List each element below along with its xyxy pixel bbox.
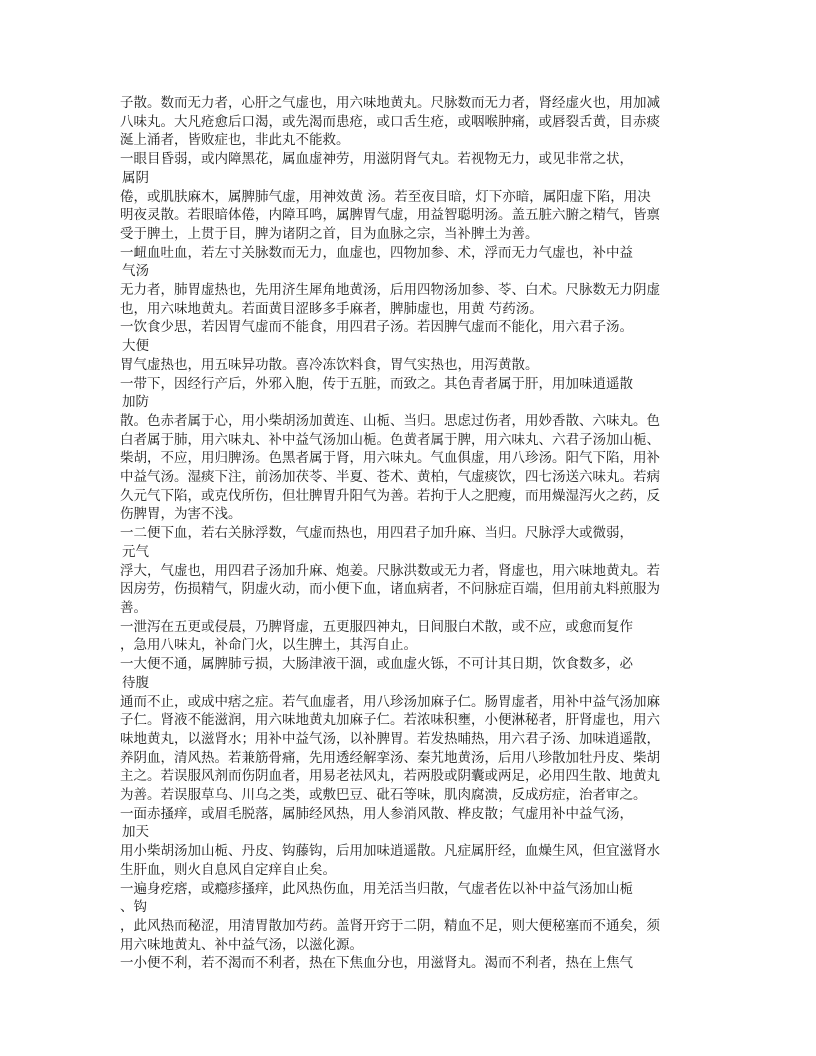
text-line: 一饮食少思，若因胃气虚而不能食，用四君子汤。若因脾气虚而不能化，用六君子汤。 [120, 319, 633, 336]
text-line: 主之。若误服风剂而伤阴血者，用易老祛风丸，若两股或阴囊或两足，必用四生散、地黄丸 [120, 768, 660, 785]
text-line: 加天 [122, 824, 149, 841]
text-line: 养阴血，清风热。若兼筋骨痛，先用透经解挛汤、秦艽地黄汤，后用八珍散加牡丹皮、柴胡 [120, 749, 660, 766]
text-line: 用六味地黄丸、补中益气汤，以滋化源。 [120, 936, 363, 953]
text-line: 生肝血，则火自息风自定痒自止矣。 [120, 861, 336, 878]
text-line: 一面赤搔痒，或眉毛脱落，属肺经风热，用人参消风散、桦皮散；气虚用补中益气汤， [120, 805, 633, 822]
text-line: 元气 [122, 543, 149, 560]
text-line: 用小柴胡汤加山栀、丹皮、钩藤钩，后用加味逍遥散。凡症属肝经，血燥生风，但宜滋肾水 [120, 843, 660, 860]
text-line: 八味丸。大凡疮愈后口渴，或先渴而患疮，或口舌生疮，或咽喉肿痛，或唇裂舌黄，目赤痰 [120, 113, 660, 130]
text-line: 中益气汤。湿痰下注，前汤加茯苓、半夏、苍术、黄柏，气虚痰饮，四七汤送六味丸。若病 [120, 469, 660, 486]
text-line: 一眼目昏弱，或内障黑花，属血虚神劳，用滋阴肾气丸。若视物无力，或见非常之状， [120, 151, 633, 168]
text-line: 大便 [122, 338, 149, 355]
text-line: 一小便不利，若不渴而不利者，热在下焦血分也，用滋肾丸。渴而不利者，热在上焦气 [120, 955, 633, 972]
text-line: 白者属于肺，用六味丸、补中益气汤加山栀。色黄者属于脾，用六味丸、六君子汤加山栀、 [120, 431, 660, 448]
text-line: 柴胡，不应，用归脾汤。色黑者属于肾，用六味丸。气血俱虚，用八珍汤。阳气下陷，用补 [120, 450, 660, 467]
text-line: 子散。数而无力者，心肝之气虚也，用六味地黄丸。尺脉数而无力者，肾经虚火也，用加减 [120, 95, 660, 111]
text-line: 倦，或肌肤麻木，属脾肺气虚，用神效黄 汤。若至夜目暗，灯下亦暗，属阳虚下陷，用决 [120, 188, 651, 205]
text-line: 加防 [122, 394, 149, 411]
text-line: 为善。若误服草乌、川乌之类，或敷巴豆、砒石等味，肌肉腐溃，反成疠症，治者审之。 [120, 787, 647, 804]
text-line: ，急用八味丸，补命门火，以生脾土，其泻自止。 [120, 637, 417, 654]
text-line: 待腹 [122, 674, 149, 691]
text-line: 久元气下陷，或克伐所伤，但壮脾胃升阳气为善。若拘于人之肥瘦，而用燥湿泻火之药，反 [120, 487, 660, 504]
text-line: 一泄泻在五更或侵晨，乃脾肾虚，五更服四神丸，日间服白术散，或不应，或愈而复作 [120, 618, 633, 635]
text-line: 气汤 [122, 263, 149, 280]
text-line: 一二便下血，若右关脉浮数，气虚而热也，用四君子加升麻、当归。尺脉浮大或微弱， [120, 525, 633, 542]
text-line: 伤脾胃，为害不浅。 [120, 506, 242, 523]
text-line: 善。 [120, 599, 147, 616]
text-line: 、钩 [120, 899, 147, 916]
document-page [120, 94, 700, 973]
text-line: ，此风热而秘涩，用清胃散加芍药。盖肾开窍于二阴，精血不足，则大便秘塞而不通矣，须 [120, 917, 660, 934]
text-line: 一大便不通，属脾肺亏损，大肠津液干涸，或血虚火铄，不可计其日期，饮食数多，必 [120, 656, 633, 673]
text-line: 散。色赤者属于心，用小柴胡汤加黄连、山栀、当归。思虑过伤者，用妙香散、六味丸。色 [120, 412, 660, 429]
text-line: 明夜灵散。若眼暗体倦，内障耳鸣，属脾胃气虚，用益智聪明汤。盖五脏六腑之精气，皆禀 [120, 207, 660, 224]
text-line: 一带下，因经行产后，外邪入胞，传于五脏，而致之。其色青者属于肝，用加味逍遥散 [120, 375, 633, 392]
text-line: 胃气虚热也，用五味异功散。喜冷冻饮料食，胃气实热也，用泻黄散。 [120, 356, 539, 373]
text-line: 受于脾土，上贯于目，脾为诸阴之首，目为血脉之宗，当补脾土为善。 [120, 225, 539, 242]
text-line: 通而不止，或成中痞之症。若气血虚者，用八珍汤加麻子仁。肠胃虚者，用补中益气汤加麻 [120, 693, 660, 710]
text-line: 涎上涌者，皆败症也，非此丸不能救。 [120, 132, 350, 149]
text-line: 一衄血吐血，若左寸关脉数而无力，血虚也，四物加参、术，浮而无力气虚也，补中益 [120, 244, 633, 261]
text-line: 无力者，肺胃虚热也，先用济生犀角地黄汤，后用四物汤加参、苓、白术。尺脉数无力阴虚 [120, 282, 660, 299]
text-line: 味地黄丸，以滋肾水；用补中益气汤，以补脾胃。若发热晡热，用六君子汤、加味逍遥散， [120, 730, 660, 747]
text-line: 浮大，气虚也，用四君子汤加升麻、炮姜。尺脉洪数或无力者，肾虚也，用六味地黄丸。若 [120, 562, 660, 579]
text-line: 因房劳，伤损精气，阴虚火动，而小便下血，诸血病者，不问脉症百端，但用前丸料煎服为 [120, 581, 660, 598]
text-line: 一遍身疙瘩，或瘾疹搔痒，此风热伤血，用羌活当归散，气虚者佐以补中益气汤加山栀 [120, 880, 633, 897]
text-line: 也，用六味地黄丸。若面黄目涩眵多手麻者，脾肺虚也，用黄 芍药汤。 [120, 300, 543, 317]
text-line: 属阴 [122, 169, 149, 186]
text-line: 子仁。肾液不能滋润，用六味地黄丸加麻子仁。若浓味积壅，小便淋秘者，肝肾虚也，用六 [120, 712, 660, 729]
